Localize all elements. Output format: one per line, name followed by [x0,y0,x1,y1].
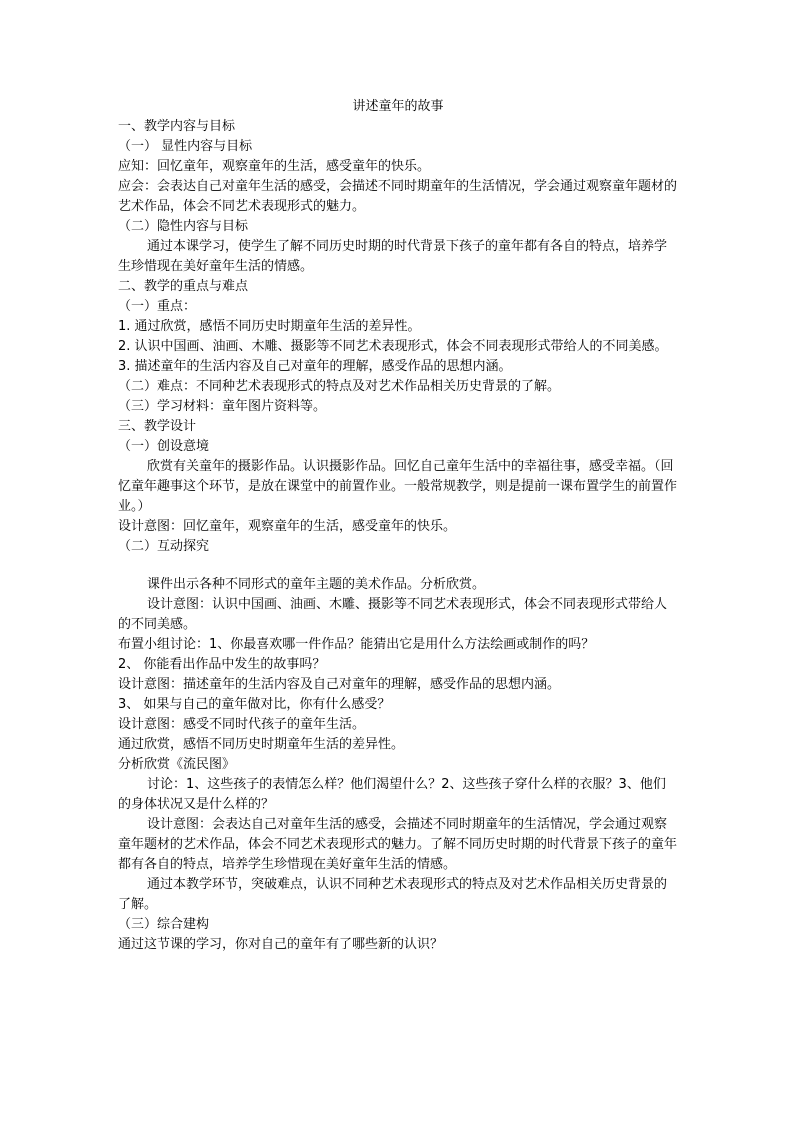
paragraph: 通过这节课的学习，你对自己的童年有了哪些新的认识？ [118,937,444,952]
paragraph: 分析欣赏《流民图》 [118,757,236,772]
paragraph: 设计意图：回忆童年，观察童年的生活，感受童年的快乐。 [118,519,457,534]
subsection-heading: （一）创设意境 [118,439,210,454]
list-item: 1. 通过欣赏，感悟不同历史时期童年生活的差异性。 [118,319,421,334]
list-item: 3、 如果与自己的童年做对比，你有什么感受？ [118,697,391,712]
paragraph: 欣赏有关童年的摄影作品。认识摄影作品。回忆自己童年生活中的幸福往事，感受幸福。（回忆童年趣事这个环节，是放在课堂中的前置作业。一般常规教学，则是提前一课布置学生的前置作业。） [118,459,678,514]
paragraph: 设计意图：会表达自己对童年生活的感受，会描述不同时期童年的生活情况，学会通过观察童年题材的艺术作品，体会不同艺术表现形式的魅力。了解不同历史时期的时代背景下孩子的童年都有各自的特点，培养学生珍惜现在美好童年生活的情感。 [118,817,678,872]
list-item: 2. 认识中国画、油画、木雕、摄影等不同艺术表现形式，体会不同表现形式带给人的不同美感。 [118,339,668,354]
paragraph: 通过本教学环节，突破难点，认识不同种艺术表现形式的特点及对艺术作品相关历史背景的了解。 [118,877,668,912]
subsection-heading: （一）重点： [118,299,197,314]
subsection-heading: （二）难点：不同种艺术表现形式的特点及对艺术作品相关历史背景的了解。 [118,379,561,394]
subsection-heading: （二）互动探究 [118,539,210,554]
section-heading: 二、教学的重点与难点 [118,279,249,294]
paragraph: 通过欣赏，感悟不同历史时期童年生活的差异性。 [118,737,405,752]
paragraph: 设计意图：认识中国画、油画、木雕、摄影等不同艺术表现形式，体会不同表现形式带给人的不同美感。 [118,597,668,632]
document-page [118,97,678,955]
subsection-heading: （三）综合建构 [118,917,210,932]
subsection-heading: （二）隐性内容与目标 [118,219,249,234]
list-item: 3. 描述童年的生活内容及自己对童年的理解，感受作品的思想内涵。 [118,359,512,374]
paragraph: 设计意图：感受不同时代孩子的童年生活。 [118,717,366,732]
paragraph: 布置小组讨论：1、你最喜欢哪一件作品？能猜出它是用什么方法绘画或制作的吗？ [118,637,595,652]
blank-line [118,557,678,575]
paragraph: 通过本课学习，使学生了解不同历史时期的时代背景下孩子的童年都有各自的特点，培养学生珍惜现在美好童年生活的情感。 [118,239,668,274]
paragraph: 设计意图：描述童年的生活内容及自己对童年的理解，感受作品的思想内涵。 [118,677,561,692]
list-item: 2、 你能看出作品中发生的故事吗？ [118,657,326,672]
subsection-heading: （三）学习材料：童年图片资料等。 [118,399,327,414]
subsection-heading: （一） 显性内容与目标 [118,139,253,154]
document-title: 讲述童年的故事 [352,99,444,114]
paragraph: 应知：回忆童年，观察童年的生活，感受童年的快乐。 [118,159,431,174]
section-heading: 一、教学内容与目标 [118,119,236,134]
paragraph: 应会：会表达自己对童年生活的感受，会描述不同时期童年的生活情况，学会通过观察童年题材的艺术作品，体会不同艺术表现形式的魅力。 [118,179,678,214]
section-heading: 三、教学设计 [118,419,197,434]
paragraph: 讨论：1、这些孩子的表情怎么样？他们渴望什么？2、这些孩子穿什么样的衣服？3、他们的身体状况又是什么样的？ [118,777,666,812]
paragraph: 课件出示各种不同形式的童年主题的美术作品。分析欣赏。 [147,577,486,592]
